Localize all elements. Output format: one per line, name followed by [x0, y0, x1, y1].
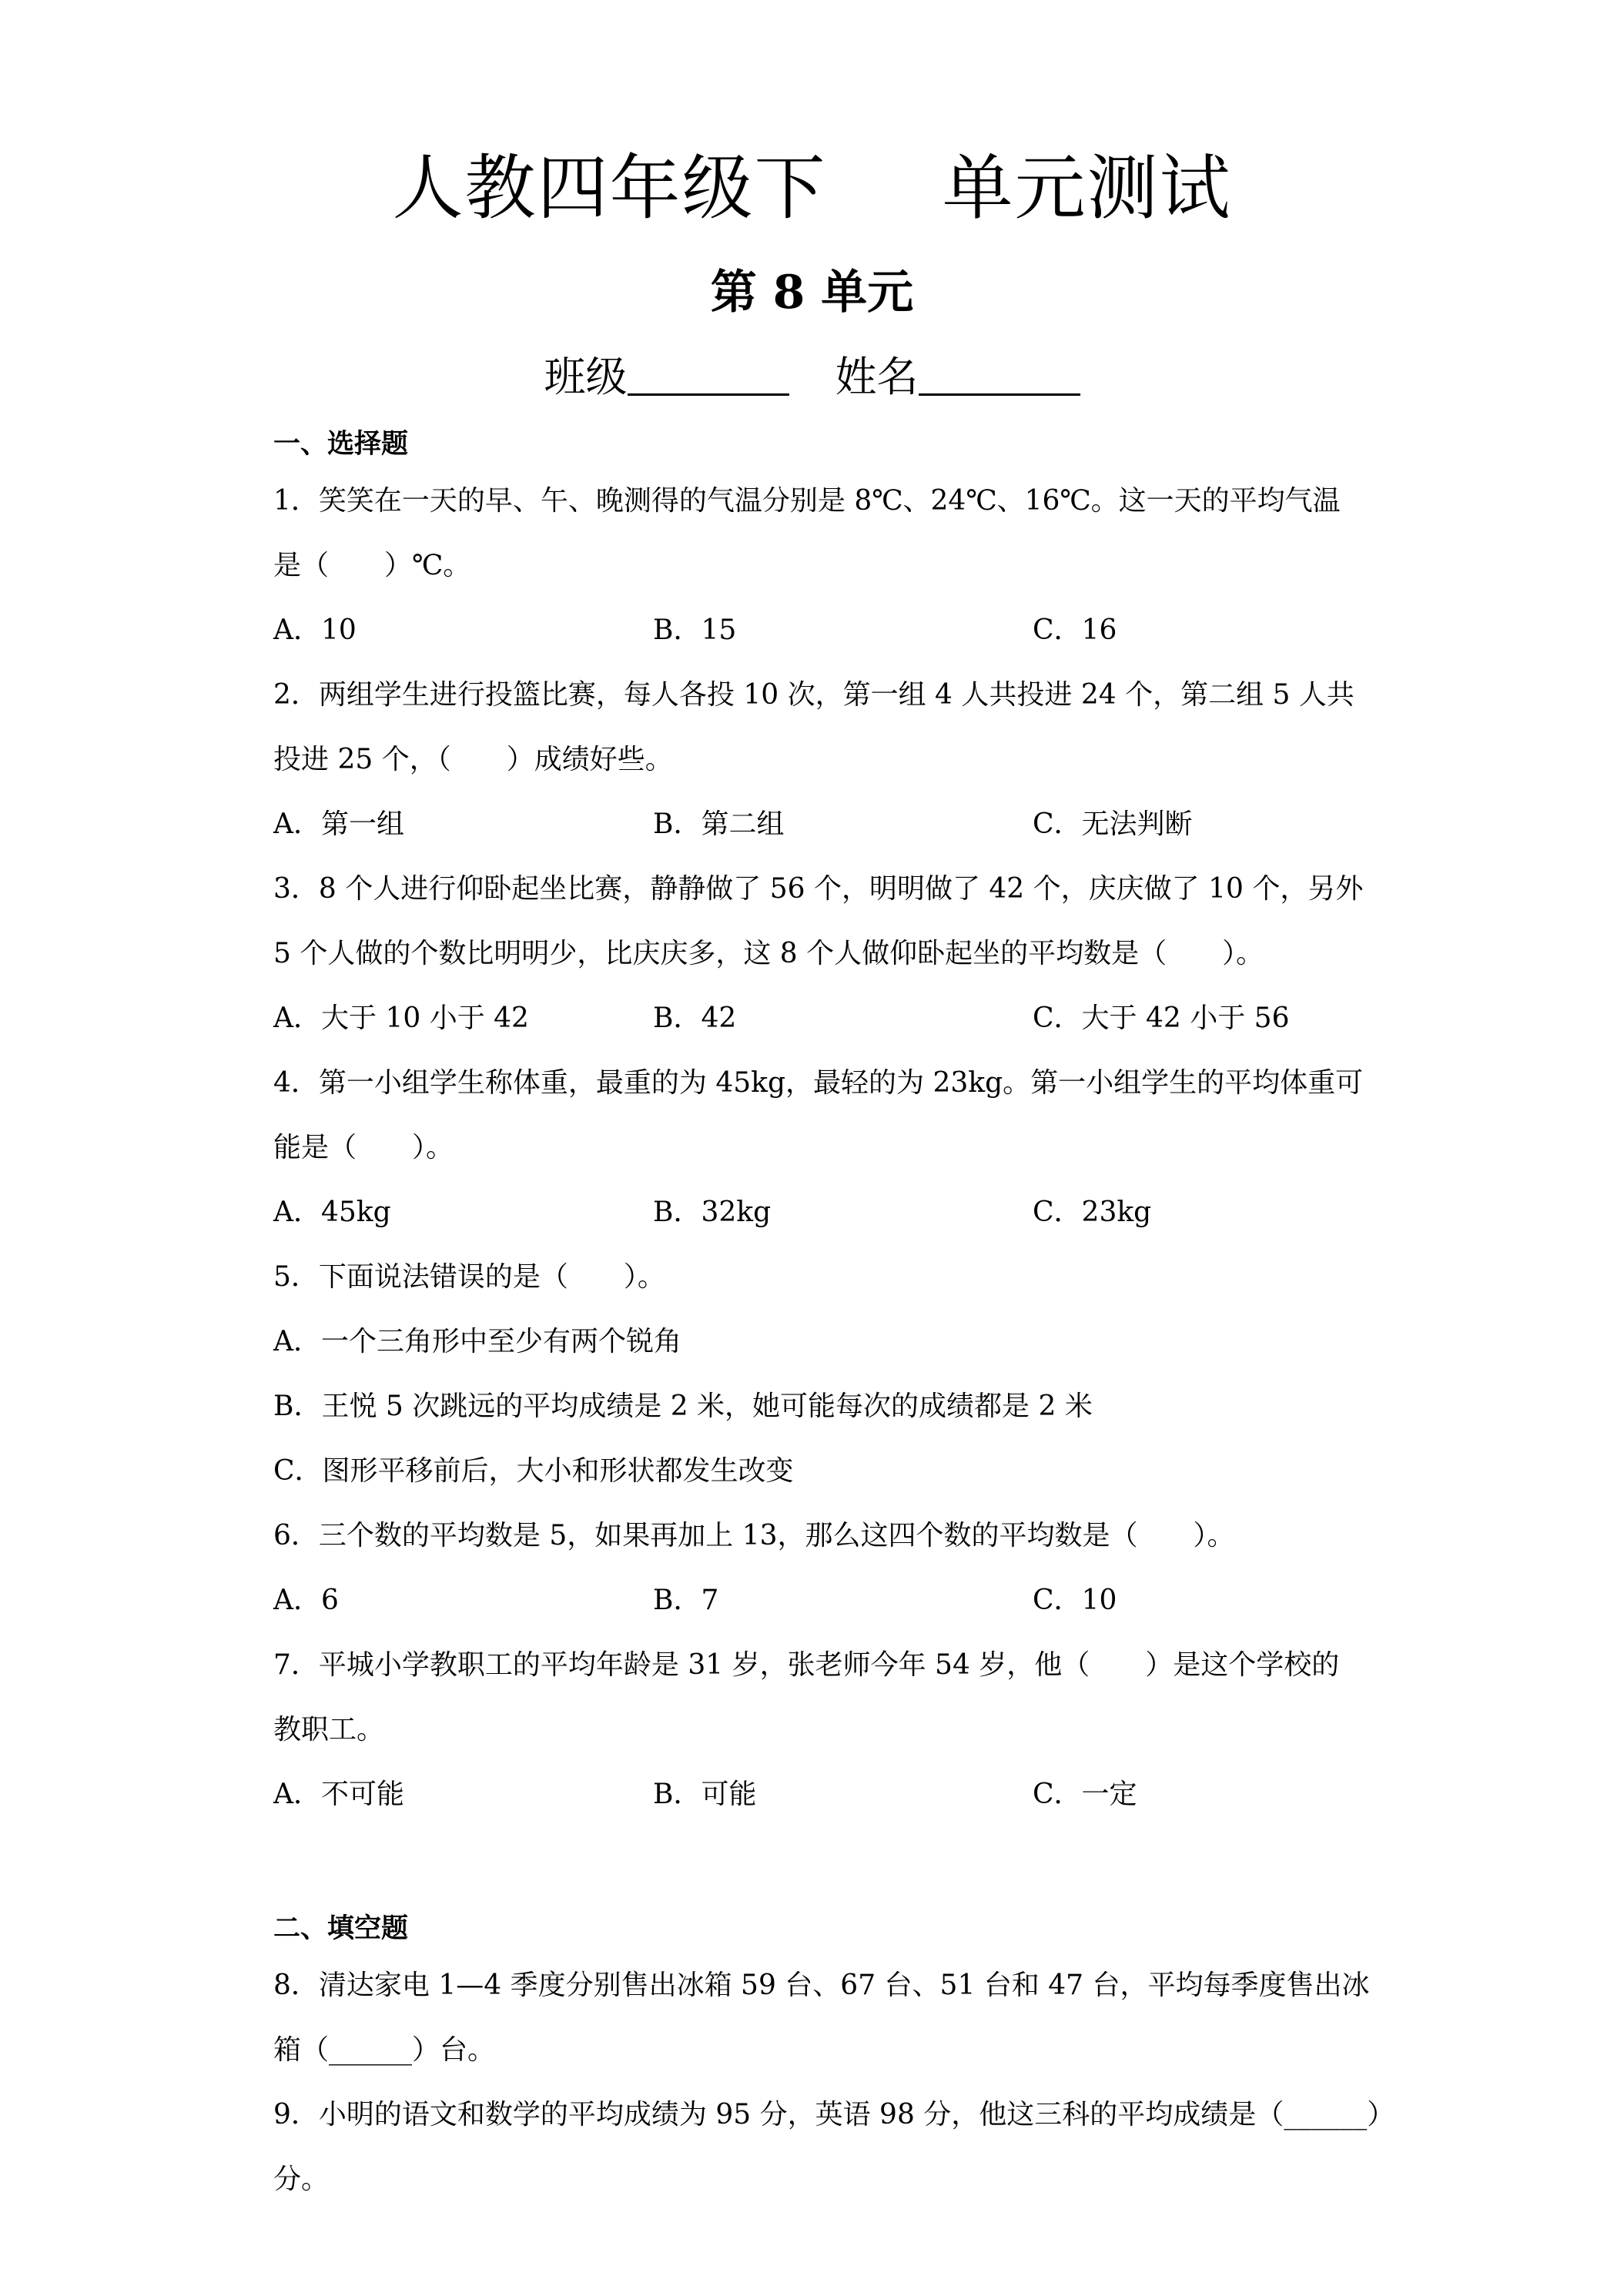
- question-text: 2．两组学生进行投篮比赛，每人各投 10 次，第一组 4 人共投进 24 个，第二组 5 人共: [273, 679, 1354, 711]
- option-b: B．42: [653, 1002, 737, 1034]
- option-a: A．45kg: [273, 1197, 391, 1228]
- question-text: 能是（ ）。: [273, 1132, 454, 1163]
- question-text: 8．清达家电 1—4 季度分别售出冰箱 59 台、67 台、51 台和 47 台，平均每季度售出冰: [273, 1970, 1370, 2001]
- question-text: 9．小明的语文和数学的平均成绩为 95 分，英语 98 分，他这三科的平均成绩是（______）: [273, 2099, 1395, 2130]
- question-8: [273, 1953, 1370, 2083]
- option-c: C．一定: [1033, 1779, 1137, 1810]
- question-6-options: [273, 1568, 1351, 1633]
- name-blank: [919, 353, 1080, 396]
- question-text: 3．8 个人进行仰卧起坐比赛，静静做了 56 个，明明做了 42 个，庆庆做了 10 个，另外: [273, 873, 1364, 905]
- title-right: 单元测试: [942, 147, 1232, 229]
- question-text: 4．第一小组学生称体重，最重的为 45kg，最轻的为 23kg。第一小组学生的平均体重可: [273, 1067, 1364, 1099]
- section-heading-fill-blank: 二、填空题: [273, 1913, 409, 1944]
- option-c: C．10: [1033, 1585, 1117, 1616]
- option-b: B．7: [653, 1585, 719, 1616]
- question-1-options: [273, 598, 1351, 663]
- question-3-options: [273, 986, 1351, 1051]
- question-2: [273, 663, 1354, 792]
- worksheet-content: [273, 420, 1395, 2212]
- question-5: [273, 1245, 1351, 1310]
- class-blank: [628, 353, 789, 396]
- question-2-options: [273, 792, 1351, 857]
- question-7-options: [273, 1762, 1351, 1827]
- option-c: C．图形平移前后，大小和形状都发生改变: [273, 1455, 794, 1487]
- option-a: A．一个三角形中至少有两个锐角: [273, 1326, 681, 1357]
- student-info-line: [0, 350, 1624, 404]
- question-4-options: [273, 1180, 1351, 1245]
- question-1: [273, 469, 1351, 598]
- question-text: 6．三个数的平均数是 5，如果再加上 13，那么这四个数的平均数是（ ）。: [273, 1520, 1235, 1551]
- question-text: 教职工。: [273, 1714, 385, 1745]
- option-b: B．王悦 5 次跳远的平均成绩是 2 米，她可能每次的成绩都是 2 米: [273, 1391, 1093, 1422]
- section-heading-choice: 一、选择题: [273, 429, 409, 460]
- title-left: 人教四年级下: [392, 147, 827, 229]
- question-text: 是（ ）℃。: [273, 550, 471, 581]
- class-label: 班级: [544, 353, 628, 401]
- option-a: A．6: [273, 1585, 339, 1616]
- unit-subtitle: 第 8 单元: [710, 266, 914, 320]
- option-c: C．23kg: [1033, 1197, 1152, 1228]
- question-text: 投进 25 个，（ ）成绩好些。: [273, 744, 673, 775]
- question-6: [273, 1504, 1351, 1568]
- option-b: B．可能: [653, 1779, 757, 1810]
- name-label: 姓名: [835, 353, 919, 401]
- question-text: 1．笑笑在一天的早、午、晚测得的气温分别是 8℃、24℃、16℃。这一天的平均气温: [273, 485, 1341, 517]
- question-4: [273, 1051, 1364, 1180]
- question-text: 分。: [273, 2164, 330, 2195]
- option-a: A．10: [273, 614, 357, 646]
- option-c: C．无法判断: [1033, 808, 1193, 840]
- question-text: 5．下面说法错误的是（ ）。: [273, 1261, 665, 1293]
- option-c: C．16: [1033, 614, 1117, 646]
- option-b: B．32kg: [653, 1197, 772, 1228]
- question-3: [273, 857, 1364, 986]
- option-b: B．15: [653, 614, 737, 646]
- question-text: 箱（______）台。: [273, 2034, 496, 2066]
- question-7: [273, 1633, 1351, 1762]
- option-c: C．大于 42 小于 56: [1033, 1002, 1290, 1034]
- option-a: A．大于 10 小于 42: [273, 1002, 529, 1034]
- option-b: B．第二组: [653, 808, 785, 840]
- option-a: A．第一组: [273, 808, 404, 840]
- option-a: A．不可能: [273, 1779, 404, 1810]
- question-text: 5 个人做的个数比明明少，比庆庆多，这 8 个人做仰卧起坐的平均数是（ ）。: [273, 938, 1264, 969]
- question-9: [273, 2083, 1395, 2212]
- page-title: [0, 146, 1624, 231]
- question-text: 7．平城小学教职工的平均年龄是 31 岁，张老师今年 54 岁，他（ ）是这个学校的: [273, 1649, 1340, 1681]
